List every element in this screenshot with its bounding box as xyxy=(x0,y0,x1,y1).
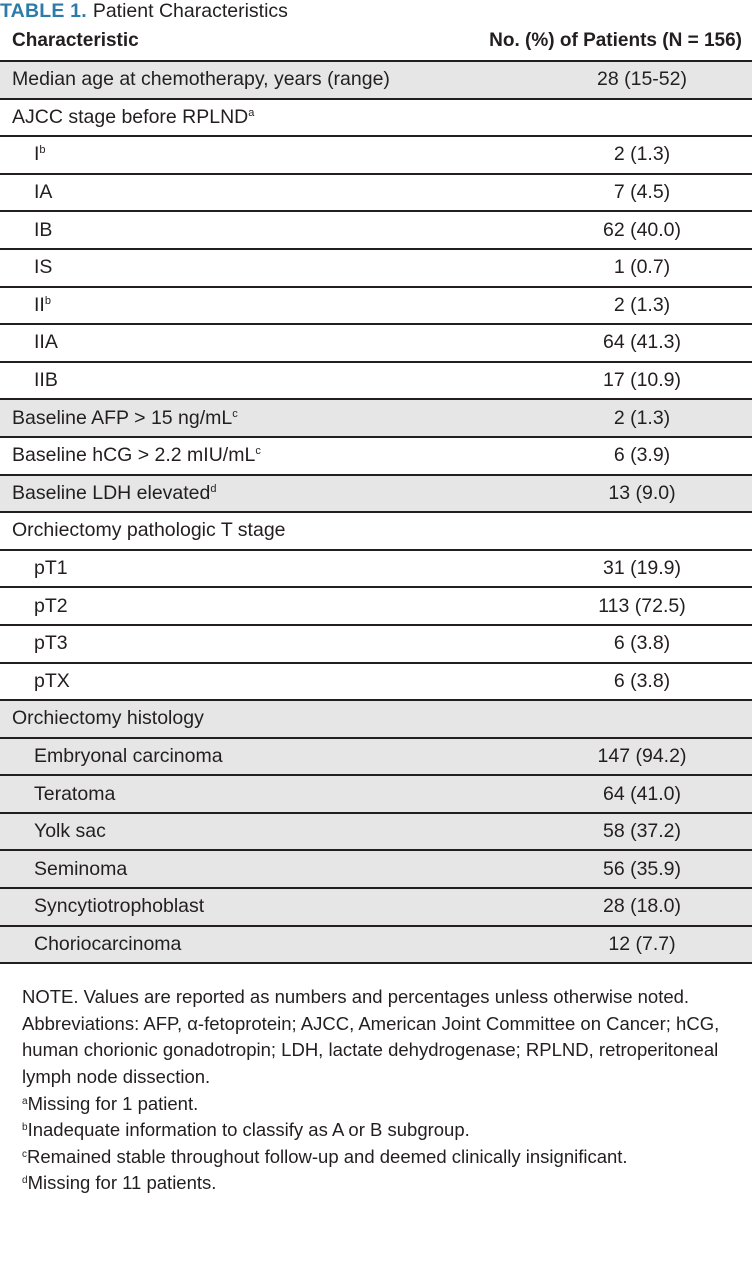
row-characteristic xyxy=(0,595,472,618)
row-footnote-mark: c xyxy=(255,445,261,458)
footnote-mark: d xyxy=(22,1175,28,1187)
row-label: Embryonal carcinoma xyxy=(34,744,223,767)
row-value: 2 (1.3) xyxy=(613,143,671,166)
row-characteristic xyxy=(0,933,472,956)
table-row xyxy=(0,175,752,213)
row-label: Orchiectomy pathologic T stage xyxy=(12,519,286,542)
table-row xyxy=(0,325,752,363)
row-characteristic xyxy=(0,783,472,806)
footnote-text: Missing for 11 patients. xyxy=(27,1172,217,1194)
abbreviations-text xyxy=(0,1011,752,1091)
table-row xyxy=(0,476,752,514)
row-label: II xyxy=(34,293,45,316)
row-characteristic xyxy=(0,407,472,430)
row-value: 13 (9.0) xyxy=(608,481,676,504)
row-label: Baseline AFP > 15 ng/mL xyxy=(12,406,233,429)
table-row xyxy=(0,551,752,589)
table-row xyxy=(0,889,752,927)
row-footnote-mark: a xyxy=(248,106,255,119)
row-value: 12 (7.7) xyxy=(608,932,676,955)
row-characteristic xyxy=(0,444,472,467)
table-row xyxy=(0,137,752,175)
row-characteristic xyxy=(0,519,472,542)
table-caption xyxy=(0,0,752,22)
row-label: Choriocarcinoma xyxy=(34,932,182,955)
row-characteristic xyxy=(0,181,472,204)
footnote-text: Missing for 1 patient. xyxy=(27,1092,199,1114)
row-value: 62 (40.0) xyxy=(602,218,682,241)
row-label: Median age at chemotherapy, years (range) xyxy=(12,68,390,91)
footnote xyxy=(0,1144,752,1171)
table-row xyxy=(0,288,752,326)
row-label: Yolk sac xyxy=(34,820,106,843)
row-characteristic xyxy=(0,707,472,730)
table-row xyxy=(0,701,752,739)
table-row xyxy=(0,851,752,889)
row-value: 56 (35.9) xyxy=(602,857,682,880)
footnotes xyxy=(0,1091,752,1197)
footnote-mark: b xyxy=(22,1122,28,1134)
table-row xyxy=(0,513,752,551)
row-value: 2 (1.3) xyxy=(613,406,671,429)
row-characteristic xyxy=(0,745,472,768)
row-label: AJCC stage before RPLND xyxy=(12,105,249,128)
table-row xyxy=(0,664,752,702)
row-label: Teratoma xyxy=(34,782,116,805)
table-row xyxy=(0,100,752,138)
row-value: 6 (3.8) xyxy=(613,669,671,692)
row-footnote-mark: b xyxy=(39,144,46,157)
table-row xyxy=(0,776,752,814)
table-header xyxy=(0,22,752,62)
row-label: pT1 xyxy=(34,557,68,580)
row-value: 58 (37.2) xyxy=(602,820,682,843)
row-value: 28 (18.0) xyxy=(602,895,682,918)
row-label: IA xyxy=(34,181,53,204)
row-characteristic xyxy=(0,670,472,693)
row-label: IIA xyxy=(34,331,58,354)
footnote xyxy=(0,1117,752,1144)
row-label: Baseline LDH elevated xyxy=(12,481,211,504)
row-label: Baseline hCG > 2.2 mIU/mL xyxy=(12,444,256,467)
table-row xyxy=(0,739,752,777)
table-row xyxy=(0,363,752,401)
row-value: 2 (1.3) xyxy=(613,293,671,316)
row-label: Seminoma xyxy=(34,857,128,880)
row-label: IIB xyxy=(34,369,58,392)
row-label: I xyxy=(34,143,40,166)
row-label: pT2 xyxy=(34,594,68,617)
row-characteristic xyxy=(0,632,472,655)
table-row xyxy=(0,927,752,965)
row-footnote-mark: b xyxy=(44,294,51,307)
row-value: 64 (41.3) xyxy=(602,331,682,354)
row-characteristic xyxy=(0,106,472,129)
row-characteristic xyxy=(0,143,472,166)
row-characteristic xyxy=(0,482,472,505)
row-label: IB xyxy=(34,218,53,241)
row-value: 31 (19.9) xyxy=(602,557,682,580)
row-value: 6 (3.8) xyxy=(613,632,671,655)
header-characteristic: Characteristic xyxy=(12,30,139,51)
row-characteristic xyxy=(0,557,472,580)
row-value: 6 (3.9) xyxy=(613,444,671,467)
row-value: 17 (10.9) xyxy=(602,369,682,392)
table-row xyxy=(0,62,752,100)
table-title: Patient Characteristics xyxy=(92,0,288,22)
row-value: 1 (0.7) xyxy=(613,256,671,279)
footnote-text: Inadequate information to classify as A or B subgroup. xyxy=(27,1119,470,1141)
row-label: IS xyxy=(34,256,53,279)
footnote-mark: a xyxy=(22,1095,28,1107)
footnote xyxy=(0,1091,752,1118)
abbreviations-content: Abbreviations: AFP, α-fetoprotein; AJCC, American Joint Committee on Cancer; hCG, human chorionic gonadotropin; LDH, lactate dehydrogenase; RPLND, retroperitoneal lymph node dissection. xyxy=(22,1012,720,1088)
table-row xyxy=(0,438,752,476)
row-characteristic xyxy=(0,858,472,881)
row-label: pT3 xyxy=(34,632,68,655)
row-value: 113 (72.5) xyxy=(598,594,686,617)
row-characteristic xyxy=(0,256,472,279)
row-characteristic xyxy=(0,68,472,91)
row-value: 64 (41.0) xyxy=(602,782,682,805)
note-text: NOTE. Values are reported as numbers and percentages unless otherwise noted. xyxy=(22,986,690,1008)
row-characteristic xyxy=(0,369,472,392)
table-row xyxy=(0,212,752,250)
row-characteristic xyxy=(0,895,472,918)
row-value: 28 (15-52) xyxy=(597,68,687,91)
row-value: 147 (94.2) xyxy=(597,744,687,767)
table-row xyxy=(0,250,752,288)
table-body xyxy=(0,62,752,964)
row-characteristic xyxy=(0,331,472,354)
table-label: TABLE 1. xyxy=(0,0,87,22)
row-footnote-mark: c xyxy=(232,407,238,420)
row-label: Syncytiotrophoblast xyxy=(34,895,205,918)
row-footnote-mark: d xyxy=(210,482,217,495)
row-characteristic xyxy=(0,820,472,843)
table-row xyxy=(0,400,752,438)
footnote-mark: c xyxy=(22,1148,27,1160)
row-characteristic xyxy=(0,294,472,317)
table-notes xyxy=(0,964,752,1197)
table-row xyxy=(0,626,752,664)
table-row xyxy=(0,588,752,626)
footnote-text: Remained stable throughout follow-up and deemed clinically insignificant. xyxy=(27,1145,628,1167)
row-label: pTX xyxy=(34,669,70,692)
row-label: Orchiectomy histology xyxy=(12,707,204,730)
row-value: 7 (4.5) xyxy=(613,181,671,204)
row-characteristic xyxy=(0,219,472,242)
footnote xyxy=(0,1170,752,1197)
table-row xyxy=(0,814,752,852)
header-patients: No. (%) of Patients (N = 156) xyxy=(489,30,742,51)
